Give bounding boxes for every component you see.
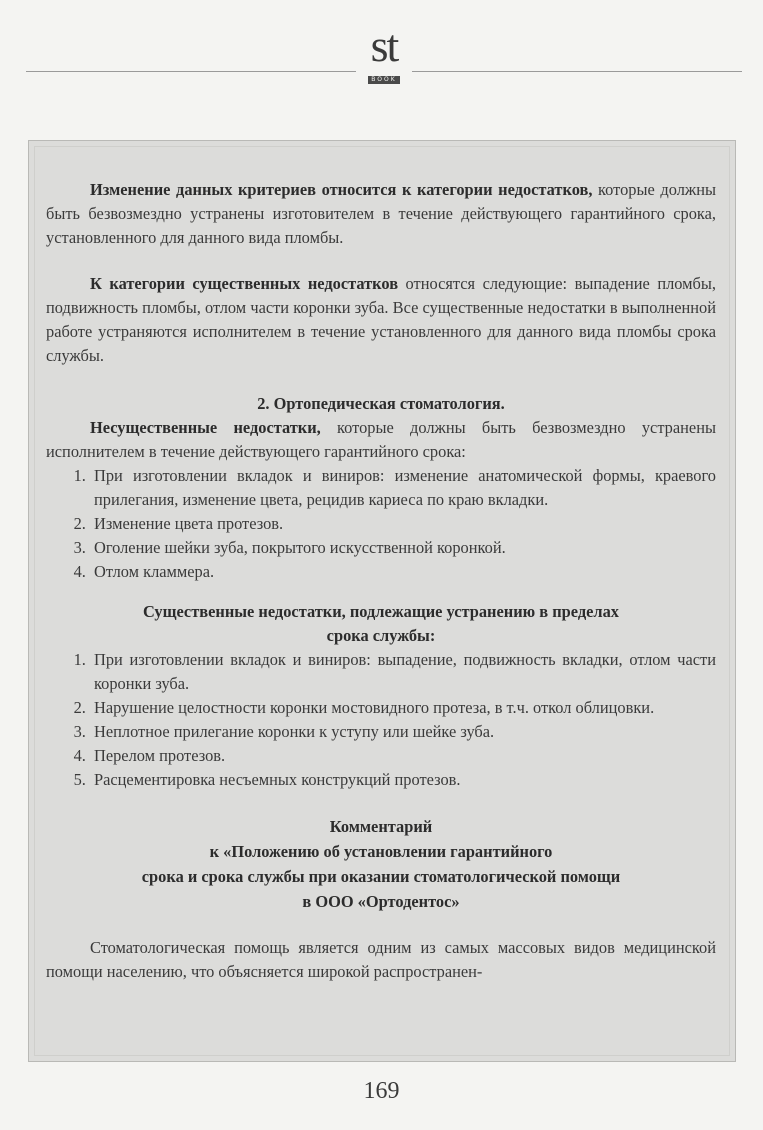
- list-item: 3. Оголение шейки зуба, покрытого искусственной коронкой.: [90, 536, 716, 560]
- list-item: 5. Расцементировка несъемных конструкций протезов.: [90, 768, 716, 792]
- list-item: 3. Неплотное прилегание коронки к уступу или шейке зуба.: [90, 720, 716, 744]
- bold-lead: Изменение данных критериев относится к категории недостатков,: [90, 180, 593, 199]
- heading-line: Существенные недостатки, подлежащие устранению в пределах: [142, 602, 619, 621]
- paragraph-minor-defects-intro: [46, 416, 716, 464]
- commentary-title-line: к «Положению об установлении гарантийного: [209, 842, 553, 861]
- publisher-logo: [355, 20, 413, 83]
- commentary-title-line: в ООО «Ортодентос»: [302, 892, 460, 911]
- logo-subtext: BOOK: [368, 76, 399, 84]
- list-item: 1. При изготовлении вкладок и виниров: изменение анатомической формы, краевого прилегания, изменение цвета, рецидив кариеса по краю вкладки.: [90, 464, 716, 512]
- section-heading-orthopedic: 2. Ортопедическая стоматология.: [257, 394, 505, 413]
- commentary-body: Стоматологическая помощь является одним из самых массовых видов медицинской помощи населению, что объясняется широкой распространен-: [46, 938, 716, 981]
- major-defects-list: [46, 648, 716, 792]
- header-rule-right: [412, 71, 742, 72]
- list-item: 1. При изготовлении вкладок и виниров: выпадение, подвижность вкладки, отлом части коронки зуба.: [90, 648, 716, 696]
- commentary-title: [46, 814, 716, 914]
- paragraph-text: относятся следующие: выпадение пломбы, подвижность пломбы, отлом части коронки зуба. Все существенные недостатки в выполненной работе устраняются исполнителем в течение установленного для данного вида пломбы срока службы.: [46, 274, 716, 365]
- minor-defects-list: [46, 464, 716, 584]
- list-item: 2. Нарушение целостности коронки мостовидного протеза, в т.ч. откол облицовки.: [90, 696, 716, 720]
- commentary-title-line: срока и срока службы при оказании стоматологической помощи: [141, 867, 621, 886]
- heading-line: срока службы:: [326, 626, 436, 645]
- page-body: [46, 178, 716, 984]
- major-defects-heading: [46, 600, 716, 648]
- header-rule-left: [26, 71, 356, 72]
- commentary-title-line: Комментарий: [329, 817, 433, 836]
- paragraph-criteria-change: [46, 178, 716, 250]
- bold-lead: К категории существенных недостатков: [90, 274, 399, 293]
- list-item: 4. Перелом протезов.: [90, 744, 716, 768]
- paragraph-text: которые должны быть безвозмездно устранены исполнителем в течение действующего гарантийного срока:: [46, 418, 716, 461]
- list-item: 2. Изменение цвета протезов.: [90, 512, 716, 536]
- paragraph-text: которые должны быть безвозмездно устранены изготовителем в течение действующего гарантийного срока, установленного для данного вида пломбы.: [46, 180, 716, 247]
- list-item: 4. Отлом кламмера.: [90, 560, 716, 584]
- page-number: 169: [363, 1078, 400, 1104]
- bold-lead: Несущественные недостатки,: [90, 418, 321, 437]
- logo-mark: st: [370, 20, 398, 71]
- paragraph-major-defects: [46, 272, 716, 368]
